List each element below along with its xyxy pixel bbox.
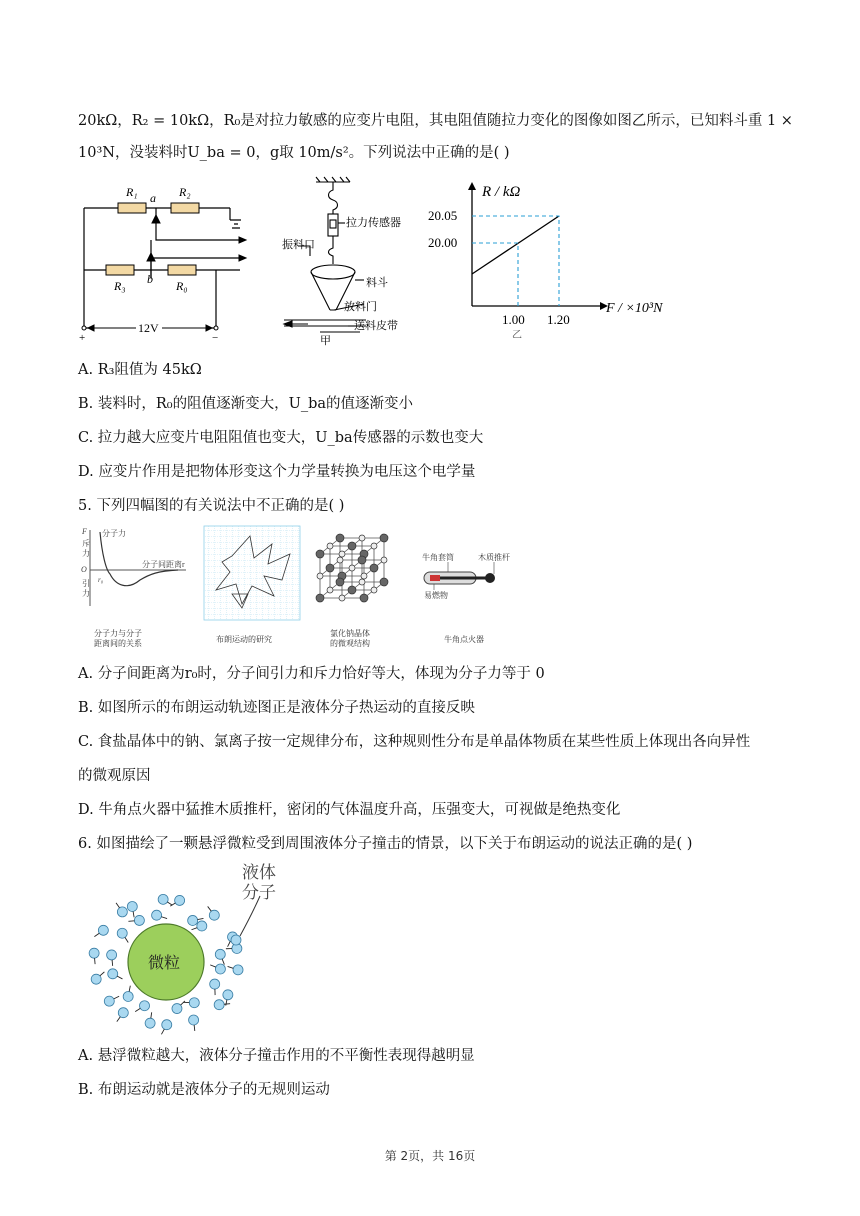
lattice-ion [380, 578, 388, 586]
y-tick-20.00: 20.00 [428, 235, 458, 250]
graph-caption: 乙 [512, 330, 522, 338]
molecule-label-1: 液体 [242, 863, 276, 882]
nacl-crystal-figure [312, 524, 408, 652]
liquid-molecule [158, 894, 168, 904]
liquid-molecule [117, 928, 127, 938]
fig1-repulsion-2: 力 [82, 549, 90, 558]
molecule-velocity-arrow [194, 1025, 195, 1031]
molecule-velocity-arrow [135, 1008, 140, 1011]
molecular-force-figure [78, 524, 196, 652]
fig1-y-label: F [82, 527, 87, 536]
lattice-ion [336, 534, 344, 542]
molecule-velocity-arrow [161, 1029, 164, 1034]
lattice-ion [337, 557, 343, 563]
liquid-molecule [134, 915, 144, 925]
plus-terminal: + [79, 332, 86, 343]
liquid-molecule [152, 910, 162, 920]
lattice-ion [358, 556, 366, 564]
liquid-molecule [89, 948, 99, 958]
liquid-molecule [127, 901, 137, 911]
q4-option-c: C. 拉力越大应变片电阻阻值也变大，U_ba传感器的示数也变大 [78, 430, 484, 446]
liquid-molecule [189, 1015, 199, 1025]
liquid-molecule [107, 950, 117, 960]
liquid-molecule [233, 965, 243, 975]
liquid-molecule [162, 1020, 172, 1030]
liquid-molecule [104, 996, 114, 1006]
q4-stem-line1: 20kΩ，R₂ = 10kΩ，R₀是对拉力敏感的应变片电阻，其电阻值随拉力变化的图像如图乙所示，已知料斗重 1 × [78, 113, 793, 129]
label-r3: R₃ [114, 279, 126, 293]
node-a: a [150, 191, 156, 205]
lattice-ion [327, 587, 333, 593]
liquid-molecule [210, 979, 220, 989]
q4-option-d: D. 应变片作用是把物体形变这个力学量转换为电压这个电学量 [78, 464, 476, 480]
q5-option-c: C. 食盐晶体中的钠、氯离子按一定规律分布，这种规则性分布是单晶体物质在某些性质上体现出各向异性 [78, 734, 751, 750]
page-footer: 第 2页，共 16页 [384, 1149, 476, 1163]
molecule-velocity-arrow [133, 911, 134, 917]
molecule-velocity-arrow [95, 958, 96, 964]
molecule-velocity-arrow [125, 937, 128, 942]
lattice-ion [317, 573, 323, 579]
lattice-ion [348, 542, 356, 550]
fig1-caption-1: 分子力与分子 [94, 629, 142, 638]
brownian-collision-figure [76, 862, 286, 1038]
molecule-velocity-arrow [129, 986, 130, 992]
fig4-caption: 牛角点火器 [444, 635, 484, 644]
labeled-liquid-molecule [231, 935, 241, 945]
liquid-molecule [214, 1000, 224, 1010]
lattice-ion [359, 579, 365, 585]
lattice-ion [327, 543, 333, 549]
liquid-molecule [215, 964, 225, 974]
molecule-velocity-arrow [191, 928, 197, 930]
liquid-molecule [98, 925, 108, 935]
lattice-ion [361, 573, 367, 579]
molecule-velocity-arrow [114, 996, 119, 999]
liquid-molecule [188, 915, 198, 925]
liquid-molecule [209, 910, 219, 920]
q6-option-b: B. 布朗运动就是液体分子的无规则运动 [78, 1082, 330, 1098]
node-b: b [147, 272, 153, 286]
liquid-molecule [117, 907, 127, 917]
x-tick-1.00: 1.00 [502, 312, 525, 327]
resistance-force-graph [426, 178, 676, 338]
lattice-ion [339, 551, 345, 557]
molecule-velocity-arrow [222, 959, 224, 965]
fig1-caption-2: 距离间的关系 [94, 639, 142, 648]
y-tick-20.05: 20.05 [428, 208, 458, 223]
lattice-ion [339, 595, 345, 601]
molecule-velocity-arrow [167, 902, 172, 905]
q4-option-a: A. R₃阻值为 45kΩ [78, 362, 202, 378]
gate-label: 放料门 [344, 301, 377, 313]
lattice-ion [371, 587, 377, 593]
fig3-caption-1: 氯化钠晶体 [330, 629, 370, 638]
lattice-ion [370, 564, 378, 572]
hopper-diagram [278, 176, 428, 346]
lattice-ion [360, 594, 368, 602]
molecule-velocity-arrow [161, 917, 167, 919]
q6-option-a: A. 悬浮微粒越大，液体分子撞击作用的不平衡性表现得越明显 [78, 1048, 475, 1064]
molecule-velocity-arrow [94, 933, 99, 936]
hopper-label: 料斗 [366, 277, 388, 289]
lattice-ion [316, 550, 324, 558]
molecule-velocity-arrow [210, 965, 216, 967]
q4-stem-line2: 10³N，没装料时U_ba = 0，g取 10m/s²。下列说法中正确的是( ) [78, 145, 510, 161]
q5-option-b: B. 如图所示的布朗运动轨迹图正是液体分子热运动的直接反映 [78, 700, 475, 716]
circuit-diagram [76, 178, 256, 343]
x-axis-label: F / ×10³N [606, 301, 663, 316]
dash-20.05 [472, 216, 559, 306]
label-r1: R₁ [126, 185, 138, 199]
r-f-line [472, 216, 559, 274]
q4-option-b: B. 装料时，R₀的阻值逐渐变大，U_ba的值逐渐变小 [78, 396, 413, 412]
lattice-ion [349, 565, 355, 571]
fig1-repulsion-1: 斥 [82, 539, 90, 548]
lattice-ion [380, 534, 388, 542]
fig1-origin: O [81, 565, 87, 574]
sensor-label: 拉力传感器 [346, 217, 401, 229]
molecule-velocity-arrow [117, 976, 122, 979]
molecule-velocity-arrow [228, 966, 234, 968]
lattice-ion [348, 586, 356, 594]
particle-label: 微粒 [148, 955, 181, 972]
vibrator-label: 振料口 [282, 239, 315, 251]
liquid-molecule [215, 949, 225, 959]
q5-option-d: D. 牛角点火器中猛推木质推杆，密闭的气体温度升高，压强变大，可视做是绝热变化 [78, 802, 621, 818]
liquid-molecule [108, 969, 118, 979]
fig4-rod-label: 木质推杆 [478, 553, 510, 562]
label-r0: R₀ [176, 279, 188, 293]
molecule-velocity-arrow [117, 1017, 121, 1022]
fig4-fuel-label: 易燃物 [424, 591, 448, 600]
lattice-ion [326, 564, 334, 572]
liquid-molecule [172, 1004, 182, 1014]
molecule-velocity-arrow [112, 960, 113, 966]
fig1-x-label: 分子间距离r [142, 560, 185, 569]
resistor-r2 [171, 203, 199, 213]
liquid-molecule [175, 895, 185, 905]
belt-label: 送料皮带 [354, 320, 398, 332]
lattice-ion [371, 543, 377, 549]
resistor-r0 [168, 265, 196, 275]
q5-stem: 5. 下列四幅图的有关说法中不正确的是( ) [78, 498, 345, 514]
liquid-molecule [123, 991, 133, 1001]
fire-piston-figure [418, 550, 530, 652]
molecule-velocity-arrow [228, 941, 231, 946]
lattice-ion [336, 578, 344, 586]
voltage-label: 12V [138, 321, 159, 335]
molecule-velocity-arrow [151, 1012, 152, 1018]
q6-stem: 6. 如图描绘了一颗悬浮微粒受到周围液体分子撞击的情景，以下关于布朗运动的说法正确的是( ) [78, 836, 693, 852]
molecule-velocity-arrow [208, 906, 212, 911]
q5-option-c-cont: 的微观原因 [78, 768, 151, 784]
liquid-molecule [223, 990, 233, 1000]
fig1-curve-label: 分子力 [102, 529, 126, 538]
molecule-velocity-arrow [226, 1000, 227, 1006]
lattice-ion [316, 594, 324, 602]
fig1-attraction-2: 力 [82, 589, 90, 598]
molecule-velocity-arrow [100, 972, 104, 976]
fig1-r0: r₀ [98, 576, 104, 584]
label-r2: R₂ [179, 185, 191, 199]
liquid-molecule [189, 998, 199, 1008]
molecule-velocity-arrow [198, 918, 204, 919]
dash-20.00 [472, 243, 518, 306]
molecule-velocity-arrow [116, 903, 119, 908]
liquid-molecule [145, 1018, 155, 1028]
liquid-molecule [197, 921, 207, 931]
liquid-molecule [91, 974, 101, 984]
resistor-r3 [106, 265, 134, 275]
brownian-figure [202, 524, 302, 652]
q5-option-a: A. 分子间距离为r₀时，分子间引力和斥力恰好等大，体现为分子力等于 0 [78, 666, 545, 682]
fig2-caption: 布朗运动的研究 [216, 635, 272, 644]
liquid-molecule [140, 1001, 150, 1011]
y-axis-label: R / kΩ [482, 184, 521, 200]
lattice-ion [359, 535, 365, 541]
x-tick-1.20: 1.20 [547, 312, 570, 327]
fig1-attraction-1: 引 [82, 579, 90, 588]
molecule-label-2: 分子 [242, 883, 276, 902]
molecule-velocity-arrow [181, 1001, 185, 1005]
resistor-r1 [118, 203, 146, 213]
liquid-molecule [118, 1008, 128, 1018]
fig3-caption-2: 的微观结构 [330, 639, 370, 648]
hopper-caption: 甲 [320, 335, 331, 346]
molecule-velocity-arrow [224, 1004, 230, 1005]
minus-terminal: − [212, 332, 219, 343]
lattice-ion [381, 557, 387, 563]
fig4-sleeve-label: 牛角套筒 [422, 553, 454, 562]
